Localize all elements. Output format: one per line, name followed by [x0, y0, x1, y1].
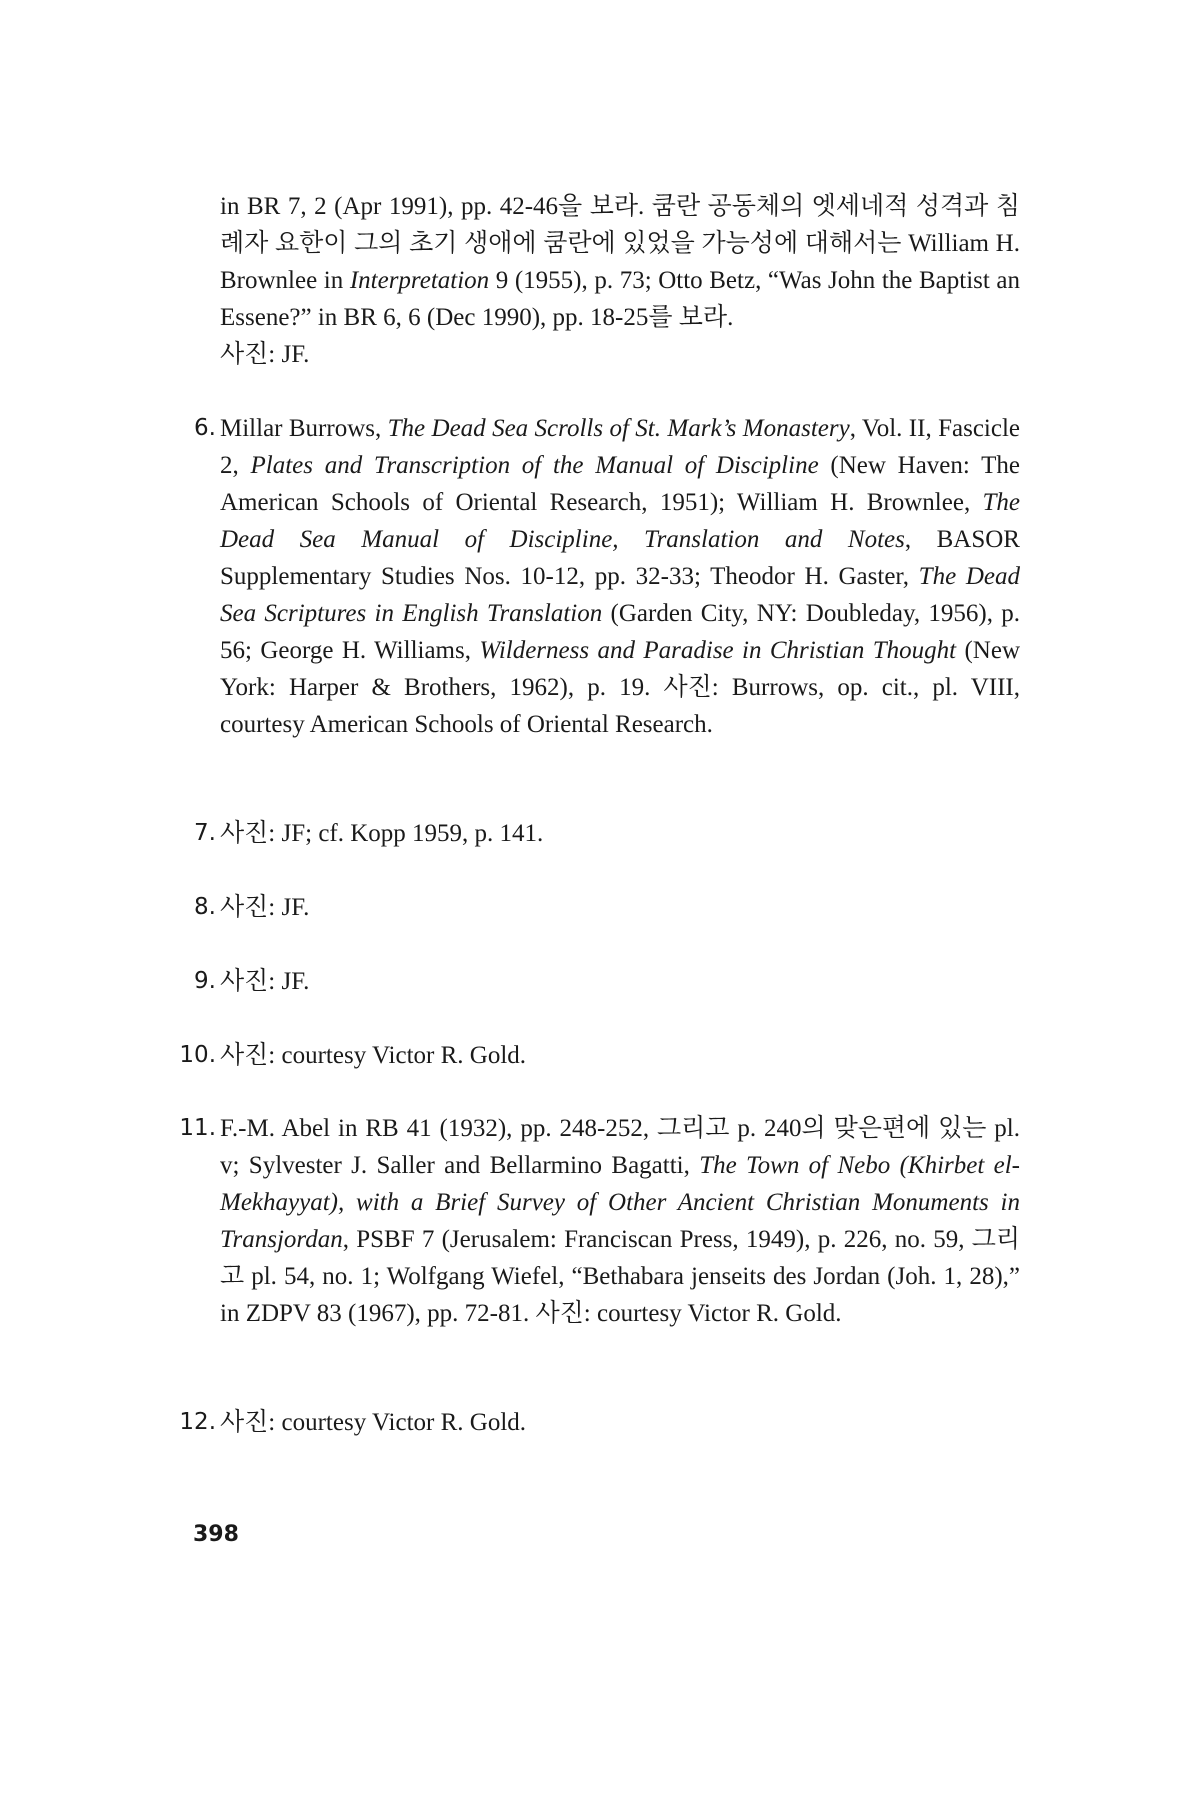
footnote-number: 7.: [194, 820, 216, 846]
footnote-5-continued: [220, 188, 1020, 373]
footnote-number: 12.: [179, 1409, 216, 1435]
footnote-number: 6.: [194, 415, 216, 441]
footnote-text: Millar Burrows, The Dead Sea Scrolls of St. Mark’s Monastery, Vol. II, Fascicle 2, Plates and Transcription of the Manual of Discipline (New Haven: The American Schools of Oriental Research, 1951); William H. Brownlee, The Dead Sea Manual of Discipline, Translation and Notes, BASOR Supplementary Studies Nos. 10-12, pp. 32-33; Theodor H. Gaster, The Dead Sea Scriptures in English Translation (Garden City, NY: Doubleday, 1956), p. 56; George H. Williams, Wilderness and Paradise in Christian Thought (New York: Harper & Brothers, 1962), p. 19. 사진: Burrows, op. cit., pl. VIII, courtesy American Schools of Oriental Research.: [220, 415, 1020, 738]
footnote-6: [194, 410, 1020, 743]
page-number: 398: [193, 1522, 239, 1547]
footnote-9: [194, 963, 1020, 1000]
footnote-number: 8.: [194, 894, 216, 920]
footnote-7: [194, 815, 1020, 852]
footnote-10: [179, 1037, 1020, 1074]
footnote-text: 사진: JF; cf. Kopp 1959, p. 141.: [220, 820, 544, 847]
footnote-text: in BR 7, 2 (Apr 1991), pp. 42-46을 보라. 쿰란 공동체의 엣세네적 성격과 침례자 요한이 그의 초기 생애에 쿰란에 있었을 가능성에 대해서는 William H. Brownlee in Interpretation 9 (1955), p. 73; Otto Betz, “Was John the Baptist an Essene?” in BR 6, 6 (Dec 1990), pp. 18-25를 보라.: [220, 193, 1021, 331]
footnote-number: 11.: [179, 1115, 216, 1141]
footnote-number: 10.: [179, 1042, 216, 1068]
footnote-text: 사진: JF.: [220, 968, 310, 995]
footnote-text: 사진: JF.: [220, 894, 310, 921]
footnote-8: [194, 889, 1020, 926]
footnote-text: 사진: courtesy Victor R. Gold.: [220, 1409, 527, 1436]
footnote-text: 사진: courtesy Victor R. Gold.: [220, 1042, 527, 1069]
footnote-text: F.-M. Abel in RB 41 (1932), pp. 248-252, 그리고 p. 240의 맞은편에 있는 pl. v; Sylvester J. Saller and Bellarmino Bagatti, The Town of Nebo (Khirbet el-Mekhayyat), with a Brief Survey of Other Ancient Christian Monuments in Transjordan, PSBF 7 (Jerusalem: Franciscan Press, 1949), p. 226, no. 59, 그리고 pl. 54, no. 1; Wolfgang Wiefel, “Bethabara jenseits des Jordan (Joh. 1, 28),” in ZDPV 83 (1967), pp. 72-81. 사진: courtesy Victor R. Gold.: [220, 1115, 1020, 1327]
footnote-12: [179, 1404, 1020, 1441]
footnote-photo-credit: 사진: JF.: [220, 341, 310, 368]
footnote-11: [179, 1110, 1020, 1332]
footnote-number: 9.: [194, 968, 216, 994]
